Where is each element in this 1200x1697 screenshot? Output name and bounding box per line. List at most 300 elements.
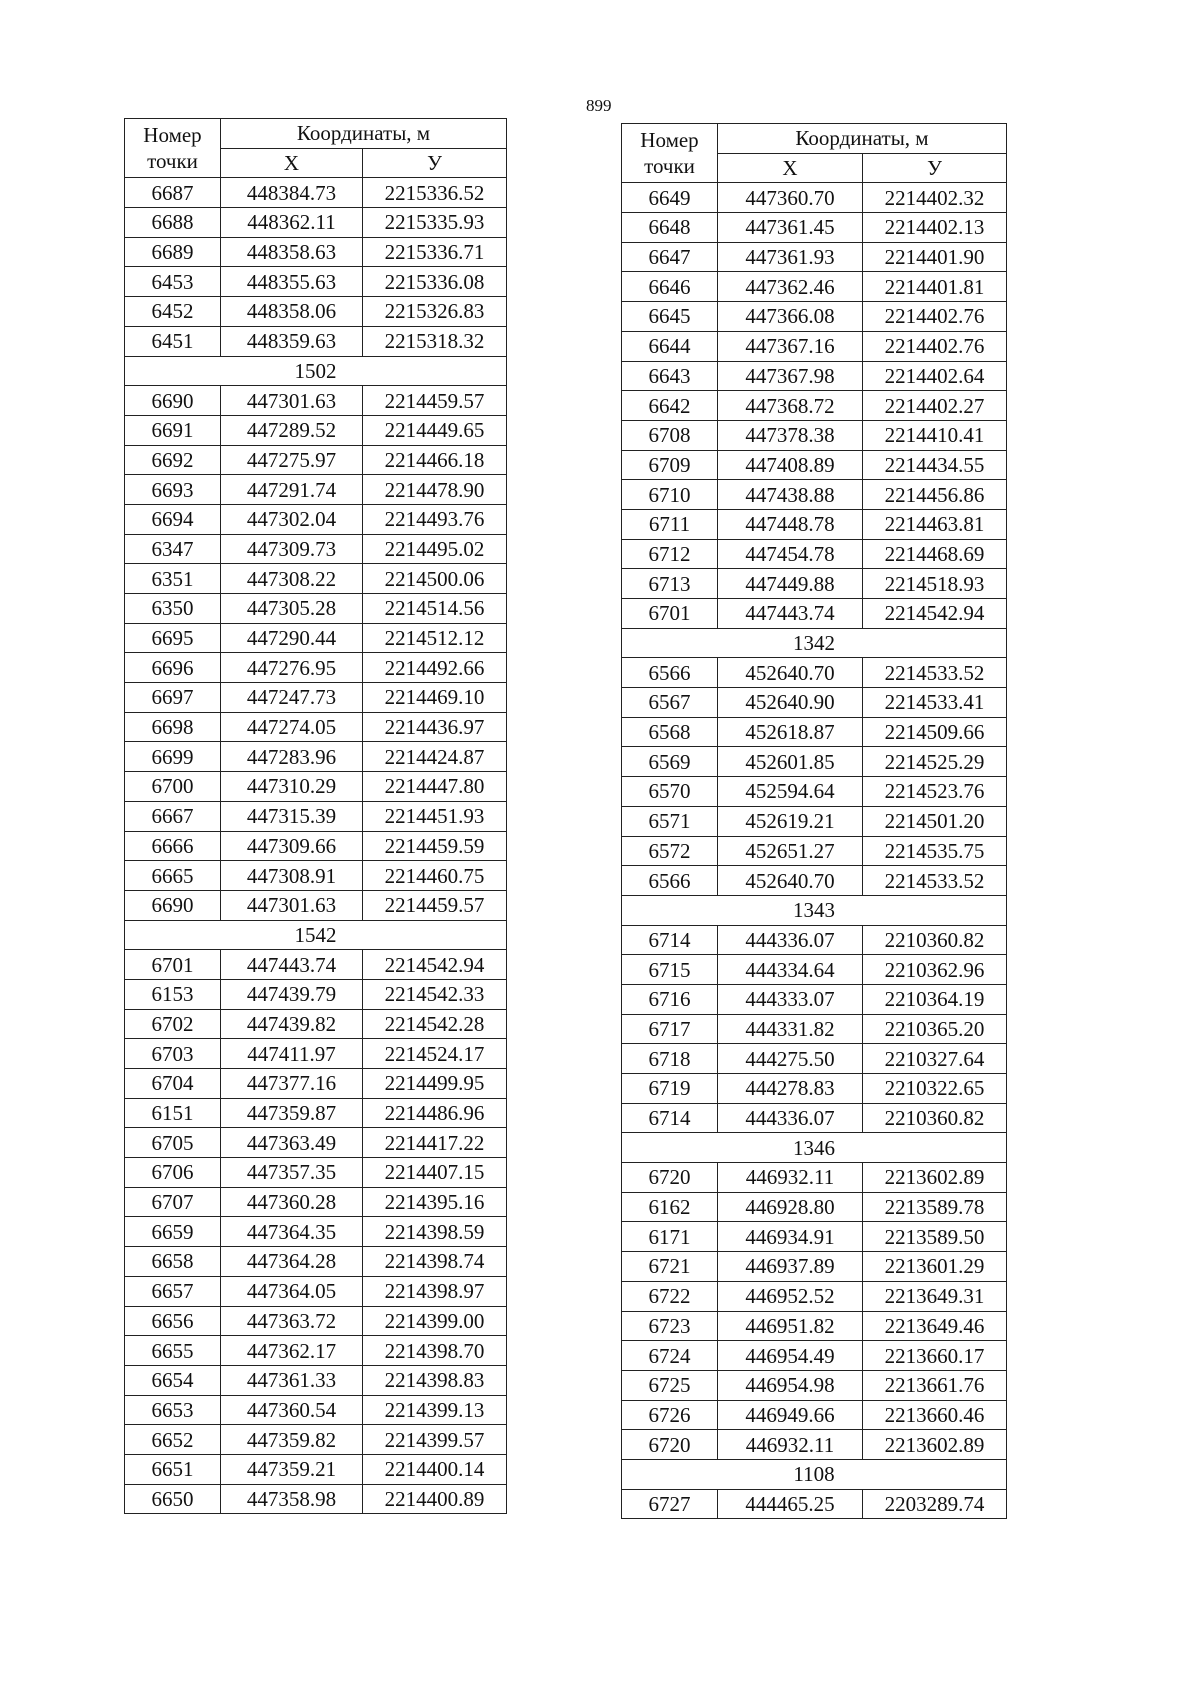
point-header-line2: точки <box>147 149 198 174</box>
x-coordinate-cell: 452601.85 <box>718 747 863 777</box>
x-coordinate-cell: 447439.82 <box>221 1009 363 1039</box>
point-number-cell: 6650 <box>125 1484 221 1514</box>
y-coordinate-cell: 2214533.52 <box>863 658 1007 688</box>
x-coordinate-cell: 446952.52 <box>718 1281 863 1311</box>
table-row <box>125 653 507 683</box>
coordinates-table-right <box>621 123 1007 1519</box>
y-coordinate-cell: 2214434.55 <box>863 450 1007 480</box>
table-row <box>125 950 507 980</box>
table-row <box>622 1252 1007 1282</box>
table-row <box>622 361 1007 391</box>
y-coordinate-cell: 2214463.81 <box>863 509 1007 539</box>
y-coordinate-cell: 2214402.13 <box>863 213 1007 243</box>
x-coordinate-cell: 444278.83 <box>718 1074 863 1104</box>
section-row <box>622 628 1007 658</box>
point-number-cell: 6701 <box>622 599 718 629</box>
point-number-cell: 6645 <box>622 302 718 332</box>
table-row <box>125 1365 507 1395</box>
x-header: X <box>221 148 363 178</box>
point-number-cell: 6566 <box>622 658 718 688</box>
table-row <box>622 1163 1007 1193</box>
x-coordinate-cell: 447301.63 <box>221 890 363 920</box>
y-coordinate-cell: 2214542.94 <box>363 950 507 980</box>
section-row <box>622 1459 1007 1489</box>
y-coordinate-cell: 2214495.02 <box>363 534 507 564</box>
y-coordinate-cell: 2214398.70 <box>363 1336 507 1366</box>
y-coordinate-cell: 2214400.89 <box>363 1484 507 1514</box>
y-coordinate-cell: 2214399.00 <box>363 1306 507 1336</box>
point-number-cell: 6351 <box>125 564 221 594</box>
x-coordinate-cell: 447310.29 <box>221 772 363 802</box>
table-row <box>622 1489 1007 1519</box>
section-row <box>125 356 507 386</box>
point-number-cell: 6692 <box>125 445 221 475</box>
table-row <box>622 955 1007 985</box>
coordinates-table-left <box>124 118 507 1514</box>
table-row <box>622 658 1007 688</box>
x-header: X <box>718 153 863 183</box>
table-row <box>125 326 507 356</box>
table-row <box>622 302 1007 332</box>
table-row <box>125 1247 507 1277</box>
x-coordinate-cell: 447377.16 <box>221 1069 363 1099</box>
point-number-cell: 6714 <box>622 925 718 955</box>
x-coordinate-cell: 444333.07 <box>718 984 863 1014</box>
y-coordinate-cell: 2214402.76 <box>863 302 1007 332</box>
point-number-cell: 6718 <box>622 1044 718 1074</box>
y-coordinate-cell: 2214399.13 <box>363 1395 507 1425</box>
point-number-cell: 6171 <box>622 1222 718 1252</box>
table-row <box>622 1192 1007 1222</box>
x-coordinate-cell: 447367.16 <box>718 331 863 361</box>
x-coordinate-cell: 447361.33 <box>221 1365 363 1395</box>
table-row <box>125 1306 507 1336</box>
x-coordinate-cell: 447315.39 <box>221 801 363 831</box>
table-row <box>125 445 507 475</box>
y-coordinate-cell: 2214466.18 <box>363 445 507 475</box>
table-row <box>125 1158 507 1188</box>
x-coordinate-cell: 447443.74 <box>718 599 863 629</box>
table-row <box>622 420 1007 450</box>
point-number-cell: 6656 <box>125 1306 221 1336</box>
table-row <box>125 208 507 238</box>
table-row <box>125 1009 507 1039</box>
y-coordinate-cell: 2210322.65 <box>863 1074 1007 1104</box>
point-number-cell: 6649 <box>622 183 718 213</box>
x-coordinate-cell: 448362.11 <box>221 208 363 238</box>
table-row <box>125 1217 507 1247</box>
point-number-cell: 6704 <box>125 1069 221 1099</box>
table-row <box>622 836 1007 866</box>
x-coordinate-cell: 452640.90 <box>718 688 863 718</box>
x-coordinate-cell: 444331.82 <box>718 1014 863 1044</box>
y-header: У <box>863 153 1007 183</box>
x-coordinate-cell: 447358.98 <box>221 1484 363 1514</box>
table-row <box>125 1336 507 1366</box>
table-row <box>622 1014 1007 1044</box>
table-body-right <box>622 183 1007 1519</box>
point-number-cell: 6572 <box>622 836 718 866</box>
y-coordinate-cell: 2213601.29 <box>863 1252 1007 1282</box>
point-number-cell: 6568 <box>622 717 718 747</box>
x-coordinate-cell: 447357.35 <box>221 1158 363 1188</box>
x-coordinate-cell: 448384.73 <box>221 178 363 208</box>
point-number-cell: 6710 <box>622 480 718 510</box>
point-number-cell: 6717 <box>622 1014 718 1044</box>
y-coordinate-cell: 2213602.89 <box>863 1163 1007 1193</box>
x-coordinate-cell: 446932.11 <box>718 1430 863 1460</box>
x-coordinate-cell: 447378.38 <box>718 420 863 450</box>
y-coordinate-cell: 2214402.32 <box>863 183 1007 213</box>
section-label: 1502 <box>125 356 507 386</box>
point-header-line1: Номер <box>143 123 202 148</box>
y-coordinate-cell: 2214399.57 <box>363 1425 507 1455</box>
x-coordinate-cell: 447290.44 <box>221 623 363 653</box>
y-coordinate-cell: 2214401.90 <box>863 242 1007 272</box>
section-label: 1346 <box>622 1133 1007 1163</box>
table-row <box>622 1400 1007 1430</box>
table-row <box>125 1454 507 1484</box>
x-coordinate-cell: 447438.88 <box>718 480 863 510</box>
table-row <box>125 475 507 505</box>
table-row <box>125 890 507 920</box>
table-row <box>622 777 1007 807</box>
table-row <box>622 569 1007 599</box>
y-coordinate-cell: 2210360.82 <box>863 1103 1007 1133</box>
x-coordinate-cell: 446928.80 <box>718 1192 863 1222</box>
y-coordinate-cell: 2215336.71 <box>363 237 507 267</box>
table-row <box>125 772 507 802</box>
table-row <box>125 1484 507 1514</box>
x-coordinate-cell: 446937.89 <box>718 1252 863 1282</box>
point-number-cell: 6713 <box>622 569 718 599</box>
x-coordinate-cell: 447360.28 <box>221 1187 363 1217</box>
section-row <box>125 920 507 950</box>
point-number-header <box>125 119 221 178</box>
y-coordinate-cell: 2214451.93 <box>363 801 507 831</box>
table-row <box>622 450 1007 480</box>
x-coordinate-cell: 447361.93 <box>718 242 863 272</box>
point-number-cell: 6719 <box>622 1074 718 1104</box>
x-coordinate-cell: 447364.35 <box>221 1217 363 1247</box>
table-row <box>622 866 1007 896</box>
point-number-cell: 6699 <box>125 742 221 772</box>
y-coordinate-cell: 2214533.52 <box>863 866 1007 896</box>
point-number-cell: 6153 <box>125 979 221 1009</box>
y-coordinate-cell: 2214402.64 <box>863 361 1007 391</box>
x-coordinate-cell: 446954.98 <box>718 1370 863 1400</box>
coordinates-header: Координаты, м <box>221 119 507 149</box>
section-row <box>622 895 1007 925</box>
y-coordinate-cell: 2214524.17 <box>363 1039 507 1069</box>
x-coordinate-cell: 447308.22 <box>221 564 363 594</box>
y-coordinate-cell: 2213649.46 <box>863 1311 1007 1341</box>
point-header-line2: точки <box>644 154 695 179</box>
y-coordinate-cell: 2210327.64 <box>863 1044 1007 1074</box>
point-number-cell: 6347 <box>125 534 221 564</box>
header-row-top <box>622 124 1007 154</box>
y-coordinate-cell: 2213660.17 <box>863 1341 1007 1371</box>
table-row <box>125 831 507 861</box>
y-coordinate-cell: 2203289.74 <box>863 1489 1007 1519</box>
x-coordinate-cell: 446934.91 <box>718 1222 863 1252</box>
table-row <box>622 242 1007 272</box>
y-coordinate-cell: 2214514.56 <box>363 594 507 624</box>
table-row <box>125 801 507 831</box>
table-row <box>125 594 507 624</box>
x-coordinate-cell: 444336.07 <box>718 1103 863 1133</box>
header-row-top <box>125 119 507 149</box>
point-number-cell: 6687 <box>125 178 221 208</box>
table-body-left <box>125 178 507 1514</box>
table-row <box>622 480 1007 510</box>
table-row <box>125 1276 507 1306</box>
y-coordinate-cell: 2214501.20 <box>863 806 1007 836</box>
point-number-cell: 6567 <box>622 688 718 718</box>
y-coordinate-cell: 2210362.96 <box>863 955 1007 985</box>
y-coordinate-cell: 2214459.57 <box>363 890 507 920</box>
point-number-cell: 6706 <box>125 1158 221 1188</box>
x-coordinate-cell: 447275.97 <box>221 445 363 475</box>
section-label: 1108 <box>622 1459 1007 1489</box>
table-row <box>622 1341 1007 1371</box>
table-row <box>622 984 1007 1014</box>
point-number-cell: 6708 <box>622 420 718 450</box>
x-coordinate-cell: 447283.96 <box>221 742 363 772</box>
x-coordinate-cell: 447361.45 <box>718 213 863 243</box>
y-coordinate-cell: 2214459.59 <box>363 831 507 861</box>
point-number-cell: 6665 <box>125 861 221 891</box>
point-number-cell: 6711 <box>622 509 718 539</box>
y-coordinate-cell: 2214509.66 <box>863 717 1007 747</box>
y-coordinate-cell: 2214533.41 <box>863 688 1007 718</box>
point-number-cell: 6702 <box>125 1009 221 1039</box>
table-row <box>125 297 507 327</box>
table-row <box>125 178 507 208</box>
x-coordinate-cell: 447308.91 <box>221 861 363 891</box>
y-coordinate-cell: 2215336.08 <box>363 267 507 297</box>
table-row <box>622 331 1007 361</box>
table-row <box>622 183 1007 213</box>
point-number-cell: 6712 <box>622 539 718 569</box>
y-coordinate-cell: 2214499.95 <box>363 1069 507 1099</box>
table-row <box>125 683 507 713</box>
y-header: У <box>363 148 507 178</box>
x-coordinate-cell: 446951.82 <box>718 1311 863 1341</box>
point-number-cell: 6151 <box>125 1098 221 1128</box>
y-coordinate-cell: 2214407.15 <box>363 1158 507 1188</box>
x-coordinate-cell: 448359.63 <box>221 326 363 356</box>
table-row <box>622 1311 1007 1341</box>
point-number-cell: 6725 <box>622 1370 718 1400</box>
table-row <box>622 925 1007 955</box>
point-number-cell: 6724 <box>622 1341 718 1371</box>
table-row <box>125 1069 507 1099</box>
y-coordinate-cell: 2214449.65 <box>363 415 507 445</box>
point-number-cell: 6697 <box>125 683 221 713</box>
point-number-cell: 6652 <box>125 1425 221 1455</box>
x-coordinate-cell: 448358.63 <box>221 237 363 267</box>
point-number-cell: 6703 <box>125 1039 221 1069</box>
point-number-cell: 6722 <box>622 1281 718 1311</box>
x-coordinate-cell: 447364.05 <box>221 1276 363 1306</box>
point-number-cell: 6707 <box>125 1187 221 1217</box>
y-coordinate-cell: 2214478.90 <box>363 475 507 505</box>
point-number-cell: 6647 <box>622 242 718 272</box>
x-coordinate-cell: 447363.72 <box>221 1306 363 1336</box>
table-row <box>622 717 1007 747</box>
y-coordinate-cell: 2215326.83 <box>363 297 507 327</box>
y-coordinate-cell: 2213661.76 <box>863 1370 1007 1400</box>
y-coordinate-cell: 2214459.57 <box>363 386 507 416</box>
table-row <box>125 1128 507 1158</box>
table-row <box>125 1425 507 1455</box>
x-coordinate-cell: 447367.98 <box>718 361 863 391</box>
y-coordinate-cell: 2214525.29 <box>863 747 1007 777</box>
table-row <box>125 1395 507 1425</box>
y-coordinate-cell: 2214398.59 <box>363 1217 507 1247</box>
section-row <box>622 1133 1007 1163</box>
point-number-cell: 6569 <box>622 747 718 777</box>
y-coordinate-cell: 2214518.93 <box>863 569 1007 599</box>
x-coordinate-cell: 444465.25 <box>718 1489 863 1519</box>
y-coordinate-cell: 2214456.86 <box>863 480 1007 510</box>
section-label: 1342 <box>622 628 1007 658</box>
x-coordinate-cell: 446949.66 <box>718 1400 863 1430</box>
point-number-cell: 6566 <box>622 866 718 896</box>
point-number-cell: 6453 <box>125 267 221 297</box>
x-coordinate-cell: 452618.87 <box>718 717 863 747</box>
table-row <box>622 539 1007 569</box>
point-number-cell: 6655 <box>125 1336 221 1366</box>
x-coordinate-cell: 447305.28 <box>221 594 363 624</box>
x-coordinate-cell: 447360.54 <box>221 1395 363 1425</box>
x-coordinate-cell: 446932.11 <box>718 1163 863 1193</box>
y-coordinate-cell: 2214410.41 <box>863 420 1007 450</box>
y-coordinate-cell: 2215336.52 <box>363 178 507 208</box>
y-coordinate-cell: 2214469.10 <box>363 683 507 713</box>
point-number-cell: 6570 <box>622 777 718 807</box>
x-coordinate-cell: 447247.73 <box>221 683 363 713</box>
y-coordinate-cell: 2213602.89 <box>863 1430 1007 1460</box>
point-number-cell: 6726 <box>622 1400 718 1430</box>
x-coordinate-cell: 447364.28 <box>221 1247 363 1277</box>
table-row <box>125 1098 507 1128</box>
table-row <box>125 979 507 1009</box>
y-coordinate-cell: 2214523.76 <box>863 777 1007 807</box>
y-coordinate-cell: 2213589.50 <box>863 1222 1007 1252</box>
table-row <box>622 272 1007 302</box>
x-coordinate-cell: 447411.97 <box>221 1039 363 1069</box>
x-coordinate-cell: 447359.82 <box>221 1425 363 1455</box>
table-row <box>622 1281 1007 1311</box>
y-coordinate-cell: 2214542.33 <box>363 979 507 1009</box>
point-number-cell: 6690 <box>125 386 221 416</box>
y-coordinate-cell: 2214400.14 <box>363 1454 507 1484</box>
point-number-cell: 6693 <box>125 475 221 505</box>
x-coordinate-cell: 452619.21 <box>718 806 863 836</box>
y-coordinate-cell: 2214542.28 <box>363 1009 507 1039</box>
y-coordinate-cell: 2213649.31 <box>863 1281 1007 1311</box>
point-number-cell: 6648 <box>622 213 718 243</box>
y-coordinate-cell: 2214512.12 <box>363 623 507 653</box>
point-number-cell: 6716 <box>622 984 718 1014</box>
point-number-cell: 6657 <box>125 1276 221 1306</box>
point-number-cell: 6667 <box>125 801 221 831</box>
x-coordinate-cell: 447302.04 <box>221 504 363 534</box>
point-number-cell: 6642 <box>622 391 718 421</box>
point-number-cell: 6721 <box>622 1252 718 1282</box>
y-coordinate-cell: 2214447.80 <box>363 772 507 802</box>
y-coordinate-cell: 2214535.75 <box>863 836 1007 866</box>
y-coordinate-cell: 2214486.96 <box>363 1098 507 1128</box>
table-row <box>622 213 1007 243</box>
table-row <box>622 1074 1007 1104</box>
point-number-cell: 6723 <box>622 1311 718 1341</box>
y-coordinate-cell: 2214402.27 <box>863 391 1007 421</box>
x-coordinate-cell: 444336.07 <box>718 925 863 955</box>
y-coordinate-cell: 2215318.32 <box>363 326 507 356</box>
point-number-cell: 6720 <box>622 1430 718 1460</box>
x-coordinate-cell: 447362.46 <box>718 272 863 302</box>
point-number-cell: 6644 <box>622 331 718 361</box>
table-row <box>622 1103 1007 1133</box>
point-number-cell: 6666 <box>125 831 221 861</box>
point-number-cell: 6715 <box>622 955 718 985</box>
x-coordinate-cell: 446954.49 <box>718 1341 863 1371</box>
table-row <box>125 623 507 653</box>
table-row <box>125 861 507 891</box>
point-number-cell: 6654 <box>125 1365 221 1395</box>
point-number-cell: 6700 <box>125 772 221 802</box>
x-coordinate-cell: 447454.78 <box>718 539 863 569</box>
y-coordinate-cell: 2214424.87 <box>363 742 507 772</box>
table-row <box>125 504 507 534</box>
table-row <box>622 688 1007 718</box>
point-number-header <box>622 124 718 183</box>
table-row <box>125 534 507 564</box>
table-row <box>622 1370 1007 1400</box>
table-row <box>125 712 507 742</box>
x-coordinate-cell: 447276.95 <box>221 653 363 683</box>
point-number-cell: 6350 <box>125 594 221 624</box>
x-coordinate-cell: 452640.70 <box>718 866 863 896</box>
x-coordinate-cell: 447439.79 <box>221 979 363 1009</box>
y-coordinate-cell: 2214395.16 <box>363 1187 507 1217</box>
x-coordinate-cell: 444334.64 <box>718 955 863 985</box>
x-coordinate-cell: 447363.49 <box>221 1128 363 1158</box>
point-number-cell: 6643 <box>622 361 718 391</box>
table-row <box>125 237 507 267</box>
y-coordinate-cell: 2214402.76 <box>863 331 1007 361</box>
y-coordinate-cell: 2213660.46 <box>863 1400 1007 1430</box>
point-number-cell: 6571 <box>622 806 718 836</box>
point-number-cell: 6646 <box>622 272 718 302</box>
point-number-cell: 6709 <box>622 450 718 480</box>
x-coordinate-cell: 447359.21 <box>221 1454 363 1484</box>
table-row <box>125 564 507 594</box>
point-number-cell: 6698 <box>125 712 221 742</box>
page-number: 899 <box>586 96 612 115</box>
y-coordinate-cell: 2214417.22 <box>363 1128 507 1158</box>
y-coordinate-cell: 2210365.20 <box>863 1014 1007 1044</box>
point-number-cell: 6162 <box>622 1192 718 1222</box>
y-coordinate-cell: 2210360.82 <box>863 925 1007 955</box>
y-coordinate-cell: 2215335.93 <box>363 208 507 238</box>
y-coordinate-cell: 2214401.81 <box>863 272 1007 302</box>
x-coordinate-cell: 448355.63 <box>221 267 363 297</box>
point-number-cell: 6720 <box>622 1163 718 1193</box>
